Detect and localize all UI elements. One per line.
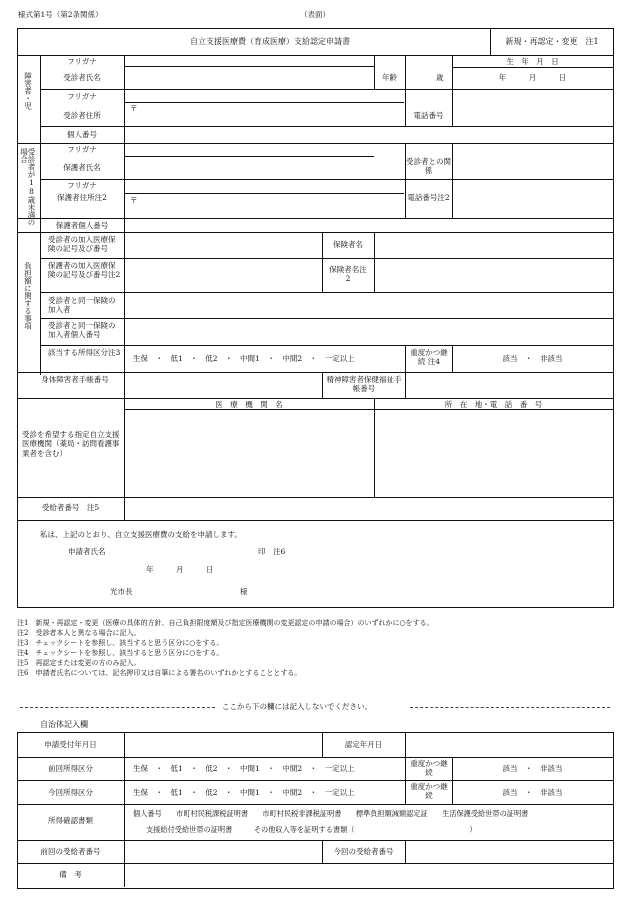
applicant-name-label: 申請者氏名 [68,547,106,556]
docs-options-line1[interactable]: 個人番号 市町村民税課税証明書 市町村民税非課税証明書 標準負担額減額認定証 生活保護受給世帯の証明書 [133,809,529,818]
received-date-label: 申請受付年月日 [44,740,97,749]
cur-severe-options[interactable]: 該当 ・ 非該当 [502,788,563,797]
guardian-name-label: 保護者氏名 [63,163,101,172]
docs-label: 所得確認書類 [48,816,93,825]
apply-type[interactable]: 新規・再認定・変更 注1 [505,37,599,46]
guardian-furigana-label: フリガナ [67,145,97,154]
patient-group-label: 障害者・児 [23,72,33,110]
declaration-date[interactable]: 年 月 日 [146,565,214,574]
prev-severe-label: 重度かつ継続 [410,759,448,778]
same-insured-label: 受診者と同一保険の加入者 [48,296,116,315]
same-insured-no-label: 受診者と同一保険の加入者個人番号 [48,321,116,340]
recipient-no-label: 受給者番号 注5 [41,503,100,512]
form-title: 自立支援医療費（育成医療）支給認定申請書 [190,37,350,46]
note-3: 注3 チェックシートを参照し、該当すると思う区分に○をする。 [17,639,224,647]
sama-label: 様 [240,587,248,596]
side-label: （表面） [300,10,330,19]
burden-group-label: 負担額に関する事項 [23,262,33,330]
municipal-title: 自治体記入欄 [40,720,88,729]
guardian-my-number-label: 保護者個人番号 [55,221,109,230]
income-options[interactable]: 生保 ・ 低1 ・ 低2 ・ 中間1 ・ 中間2 ・ 一定以上 [133,354,355,363]
note-2: 注2 受診者本人と異なる場合に記入。 [17,629,141,637]
severe-options[interactable]: 該当 ・ 非該当 [502,354,563,363]
note-5: 注5 再認定または変更の方のみ記入。 [17,659,141,667]
severe-label: 重度かつ継続 注4 [410,348,448,367]
guardian-group-label: 受診者が18歳未満の場合 [19,148,36,226]
mental-handbook-label: 精神障害者保健福祉手帳番号 [326,375,402,394]
docs-options-line2[interactable]: 支援給付受給世帯の証明書 その他収入等を証明する書類（ ） [146,825,477,834]
insurance-guardian-label: 保護者の加入医療保険の記号及び番号注2 [48,261,121,280]
guardian-address-label: 保護者住所注2 [57,193,107,202]
certified-date-label: 認定年月日 [344,740,383,749]
insurer-label: 保険者名 [333,240,363,249]
cutline-text: ここから下の欄には記入しないでください。 [222,702,372,711]
prev-income-label: 前回所得区分 [48,764,93,773]
age-label: 年齢 [382,73,397,82]
guardian-furigana2-label: フリガナ [67,181,97,190]
declaration-text: 私は、上記のとおり、自立支援医療費の支給を申請します。 [40,530,242,539]
remarks-label: 備 考 [59,870,82,879]
prev-income-options[interactable]: 生保 ・ 低1 ・ 低2 ・ 中間1 ・ 中間2 ・ 一定以上 [133,764,355,773]
guardian-postal-mark: 〒 [130,196,138,205]
note-4: 注4 チェックシートを参照し、該当すると思う区分に○をする。 [17,649,224,657]
note-6: 注6 申請者氏名については、記名押印又は自筆による署名のいずれかとすることとする。 [17,669,302,677]
patient-furigana2-label: フリガナ [67,92,97,101]
cur-income-label: 今回所得区分 [48,788,93,797]
prev-recipient-no-label: 前回の受給者番号 [40,847,101,856]
cur-recipient-no-label: 今回の受給者番号 [333,847,394,856]
note-1: 注1 新規・再認定・変更（医療の具体的方針、自己負担限度額及び指定医療機関の変更認定の申請の場合）のいずれかに○をする。 [17,619,434,627]
guardian-relation-label: 受診者との関係 [406,157,451,176]
patient-name-label: 受診者氏名 [63,73,101,82]
patient-my-number-label: 個人番号 [67,130,97,139]
insurer2-label: 保険者名注2 [329,265,367,284]
patient-furigana-label: フリガナ [67,57,97,66]
birth-label: 生 年 月 日 [506,57,559,66]
cur-severe-label: 重度かつ継続 [410,782,448,801]
form-number: 様式第1号（第2条関係） [18,10,103,19]
cur-income-options[interactable]: 生保 ・ 低1 ・ 低2 ・ 中間1 ・ 中間2 ・ 一定以上 [133,788,355,797]
patient-phone-label: 電話番号 [413,111,444,120]
birth-date-field[interactable]: 年 月 日 [498,73,567,82]
addressee: 光市長 [110,587,133,596]
seal-label: 印 注6 [258,547,286,556]
guardian-phone-label: 電話番号注2 [407,193,450,202]
facility-name-header: 医 療 機 関 名 [215,400,283,409]
facility-label: 受診を希望する指定自立支援医療機関（薬局・訪問看護事業者を含む） [22,430,120,458]
patient-postal-mark: 〒 [130,104,138,113]
income-class-label: 該当する所得区分注3 [48,348,121,357]
patient-address-label: 受診者住所 [63,111,101,120]
age-unit: 歳 [436,73,444,82]
insurance-patient-label: 受診者の加入医療保険の記号及び番号 [48,235,116,254]
physical-handbook-label: 身体障害者手帳番号 [41,375,109,384]
prev-severe-options[interactable]: 該当 ・ 非該当 [502,764,563,773]
facility-address-header: 所 在 地・電 話 番 号 [444,400,543,409]
